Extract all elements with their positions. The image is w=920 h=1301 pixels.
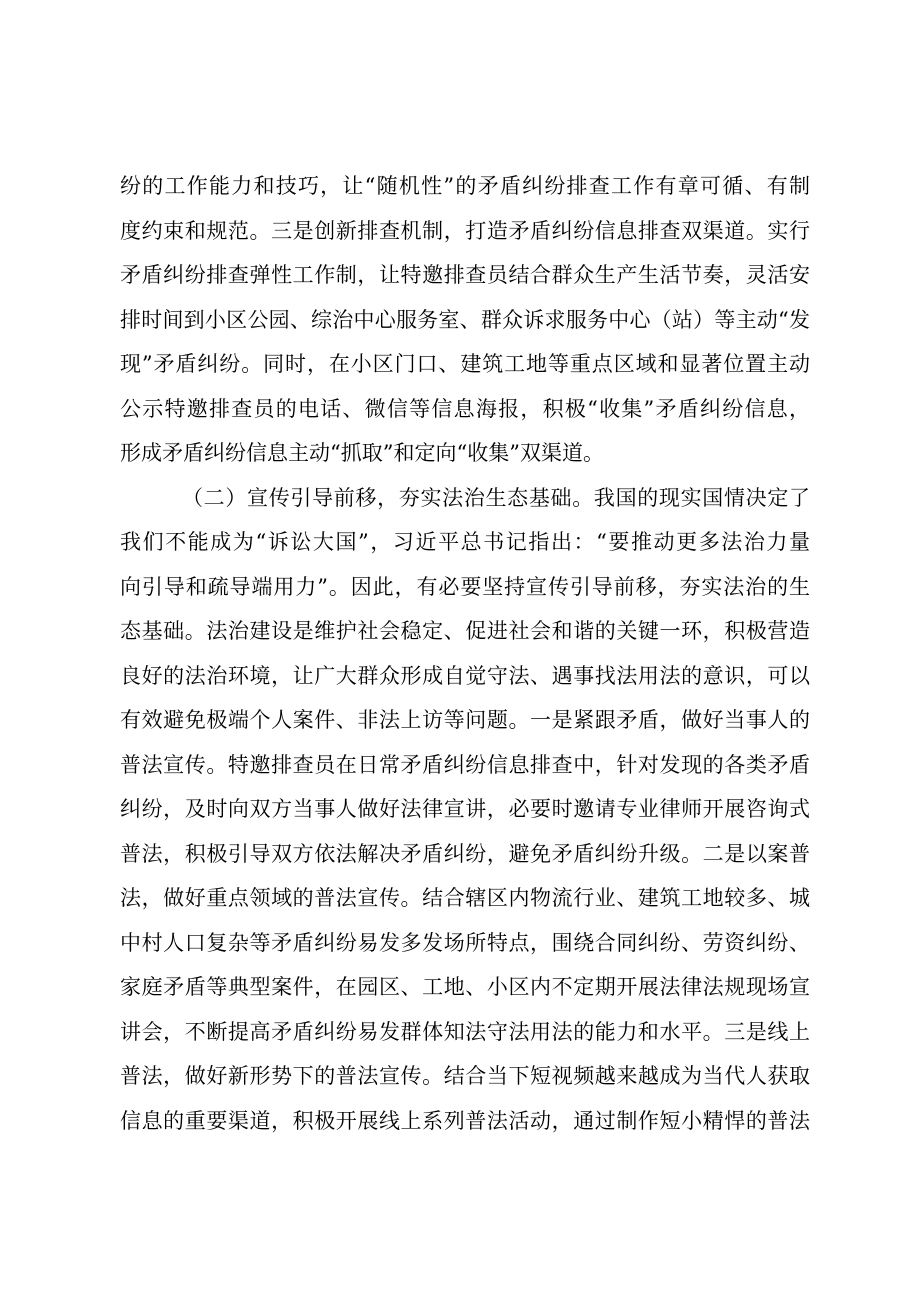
text-line: 纷的工作能力和技巧，让“随机性”的矛盾纠纷排查工作有章可循、有制 xyxy=(120,174,810,198)
text-line: 现”矛盾纠纷。同时，在小区门口、建筑工地等重点区域和显著位置主动 xyxy=(120,352,810,376)
text-line: 普法宣传。特邀排查员在日常矛盾纠纷信息排查中，针对发现的各类矛盾 xyxy=(120,752,810,777)
paragraph-1 xyxy=(120,164,810,476)
text-line: 普法，做好新形势下的普法宣传。结合当下短视频越来越成为当代人获取 xyxy=(120,1064,810,1088)
text-line xyxy=(120,1143,810,1188)
text-line: 矛盾纠纷排查弹性工作制，让特邀排查员结合群众生产生活节奏，灵活安 xyxy=(120,263,810,287)
text-line: 排时间到小区公园、综治中心服务室、群众诉求服务中心（站）等主动“发 xyxy=(120,307,810,332)
text-line xyxy=(120,1188,810,1233)
text-line: 我们不能成为“诉讼大国”，习近平总书记指出：“要推动更多法治力量 xyxy=(120,530,810,554)
text-line: 信息的重要渠道，积极开展线上系列普法活动，通过制作短小精悍的普法 xyxy=(120,1108,810,1133)
text-line: 良好的法治环境，让广大群众形成自觉守法、遇事找法用法的意识，可以 xyxy=(120,663,810,688)
text-line xyxy=(120,1232,810,1277)
text-line: 法，做好重点领域的普法宣传。结合辖区内物流行业、建筑工地较多、城 xyxy=(120,886,810,910)
text-line: 度约束和规范。三是创新排查机制，打造矛盾纠纷信息排查双渠道。实行 xyxy=(120,218,810,243)
text-line: 向引导和疏导端用力”。因此，有必要坚持宣传引导前移，夯实法治的生 xyxy=(120,574,810,599)
text-line-heading: （二）宣传引导前移，夯实法治生态基础。我国的现实国情决定了 xyxy=(182,485,810,510)
paragraph-2 xyxy=(120,476,810,1277)
text-line: 态基础。法治建设是维护社会稳定、促进社会和谐的关键一环，积极营造 xyxy=(120,619,810,643)
text-line: 讲会，不断提高矛盾纠纷易发群体知法守法用法的能力和水平。三是线上 xyxy=(120,1019,810,1044)
text-line: 中村人口复杂等矛盾纠纷易发多发场所特点，围绕合同纠纷、劳资纠纷、 xyxy=(120,930,810,955)
text-line: 有效避免极端个人案件、非法上访等问题。一是紧跟矛盾，做好当事人的 xyxy=(120,708,810,732)
text-line: 家庭矛盾等典型案件，在园区、工地、小区内不定期开展法律法规现场宣 xyxy=(120,975,810,999)
text-line: 普法，积极引导双方依法解决矛盾纠纷，避免矛盾纠纷升级。二是以案普 xyxy=(120,841,810,866)
text-line: 公示特邀排查员的电话、微信等信息海报，积极“收集”矛盾纠纷信息， xyxy=(120,396,810,421)
text-line: 形成矛盾纠纷信息主动“抓取”和定向“收集”双渠道。 xyxy=(120,441,604,465)
document-page xyxy=(120,164,810,1277)
text-line: 纠纷，及时向双方当事人做好法律宣讲，必要时邀请专业律师开展咨询式 xyxy=(120,797,810,821)
